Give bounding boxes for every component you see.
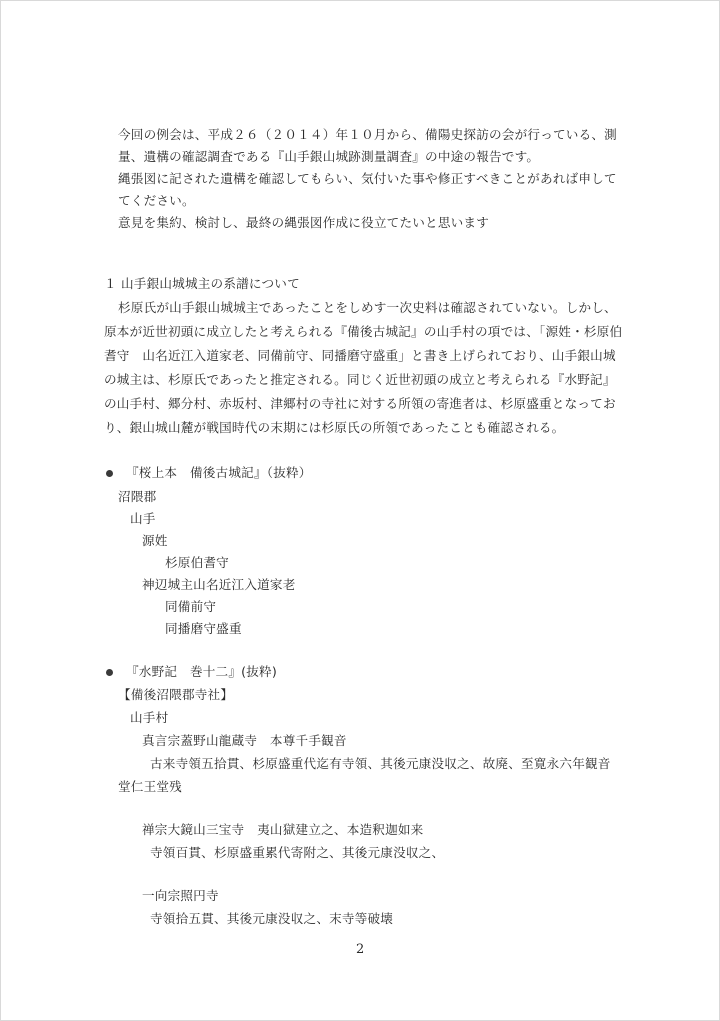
quote1-line-7: 同播磨守盛重: [165, 621, 242, 636]
quote1-line-3: 源姓: [142, 533, 168, 548]
quote2-line-9: 寺領拾五貫、其後元康没収之、末寺等破壊: [150, 911, 394, 926]
quote1-line-4: 杉原伯耆守: [165, 555, 229, 570]
intro-line-5: 意見を集約、検討し、最終の縄張図作成に役立てたいと思います: [118, 215, 490, 230]
quote1-line-2: 山手: [130, 511, 156, 526]
section-paragraph-line-2: 原本が近世初頭に成立したと考えられる『備後古城記』の山手村の項では、「源姓・杉原伯: [104, 324, 623, 339]
intro-line-4: てください。: [118, 193, 195, 208]
quote1-line-1: 沼隈郡: [118, 489, 157, 504]
quote1-line-6: 同備前守: [165, 599, 217, 614]
intro-line-1: 今回の例会は、平成２６（２０１４）年１０月から、備陽史探訪の会が行っている、測: [118, 127, 617, 142]
quote2-line-2: 山手村: [130, 710, 169, 725]
quote2-line-4: 古来寺領五拾貫、杉原盛重代迄有寺領、其後元康没収之、故廃、至寛永六年観音: [150, 756, 611, 771]
quote1-line-5: 神辺城主山名近江入道家老: [142, 577, 296, 592]
quote2-line-1: 【備後沼隈郡寺社】: [118, 687, 234, 702]
quote2-title: 『水野記 巻十二』(抜粋): [126, 664, 277, 679]
intro-line-2: 量、遺構の確認調査である『山手銀山城跡測量調査』の中途の報告です。: [118, 149, 540, 164]
quote2-line-8: 一向宗照円寺: [142, 888, 219, 903]
quote2-line-6: 禅宗大鏡山三宝寺 夷山獄建立之、本造釈迦如来: [142, 822, 424, 837]
bullet-icon: [106, 470, 113, 477]
quote2-line-7: 寺領百貫、杉原盛重累代寄附之、其後元康没収之、: [150, 845, 445, 860]
intro-line-3: 縄張図に記された遺構を確認してもらい、気付いた事や修正すべきことがあれば申して: [118, 171, 617, 186]
bullet-icon: [106, 669, 113, 676]
quote2-line-3: 真言宗蓋野山龍蔵寺 本尊千手観音: [142, 733, 347, 748]
section-heading: １ 山手銀山城城主の系譜について: [104, 276, 300, 291]
quote1-title: 『桜上本 備後古城記』（抜粋）: [126, 465, 312, 480]
section-paragraph-line-4: の城主は、杉原氏であったと推定される。同じく近世初頭の成立と考えられる『水野記』: [104, 372, 616, 387]
section-paragraph-line-1: 杉原氏が山手銀山城城主であったことをしめす一次史料は確認されていない。しかし、: [118, 300, 617, 315]
quote2-line-5: 堂仁王堂残: [118, 779, 182, 794]
section-paragraph-line-6: り、銀山城山麓が戦国時代の末期には杉原氏の所領であったことも確認される。: [104, 420, 565, 435]
page-number: 2: [356, 942, 365, 957]
section-paragraph-line-5: の山手村、郷分村、赤坂村、津郷村の寺社に対する所領の寄進者は、杉原盛重となってお: [104, 396, 616, 411]
section-paragraph-line-3: 耆守 山名近江入道家老、同備前守、同播磨守盛重」と書き上げられており、山手銀山城: [104, 348, 616, 363]
